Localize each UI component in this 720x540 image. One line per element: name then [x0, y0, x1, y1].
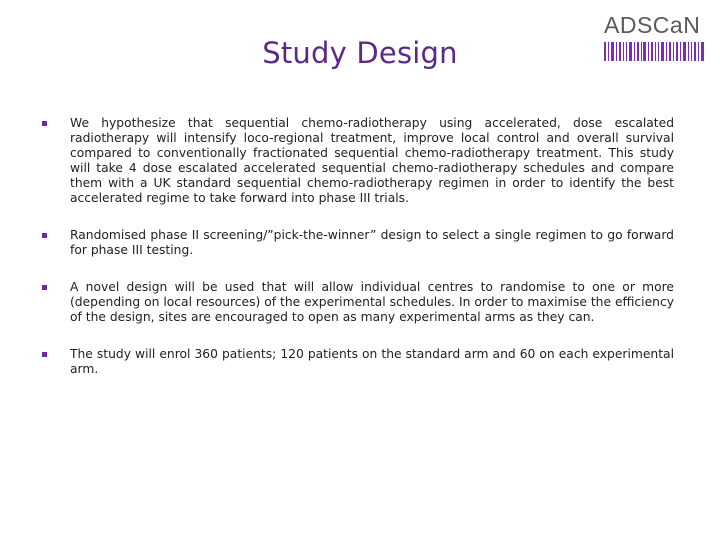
square-bullet-icon — [42, 233, 47, 238]
logo-wordmark: ADSCaN — [604, 12, 701, 38]
bullet-item — [42, 116, 674, 206]
adscan-logo — [604, 12, 704, 64]
square-bullet-icon — [42, 285, 47, 290]
bullet-text: The study will enrol 360 patients; 120 patients on the standard arm and 60 on each experimental arm. — [70, 347, 674, 376]
bullet-text: A novel design will be used that will allow individual centres to randomise to one or more (depending on local resources) of the experimental schedules. In order to maximise the efficiency of the design, sites are encouraged to open as many experimental arms as they can. — [70, 280, 674, 324]
logo-barcode — [604, 42, 704, 61]
bullet-item — [42, 280, 674, 325]
slide-title: Study Design — [262, 36, 458, 70]
bullet-text: We hypothesize that sequential chemo-radiotherapy using accelerated, dose escalated radiotherapy will intensify loco-regional treatment, improve local control and overall survival compared to conventionally fractionated sequential chemo-radiotherapy treatment. This study will take 4 dose escalated accelerated sequential chemo-radiotherapy schedules and compare them with a UK standard sequential chemo-radiotherapy regimen in order to identify the best accelerated regime to take forward into phase III trials. — [70, 116, 674, 205]
bullet-item — [42, 347, 674, 377]
square-bullet-icon — [42, 121, 47, 126]
square-bullet-icon — [42, 352, 47, 357]
bullet-item — [42, 228, 674, 258]
bullet-text: Randomised phase II screening/”pick-the-winner” design to select a single regimen to go forward for phase III testing. — [70, 228, 674, 257]
bullet-list — [42, 116, 674, 399]
